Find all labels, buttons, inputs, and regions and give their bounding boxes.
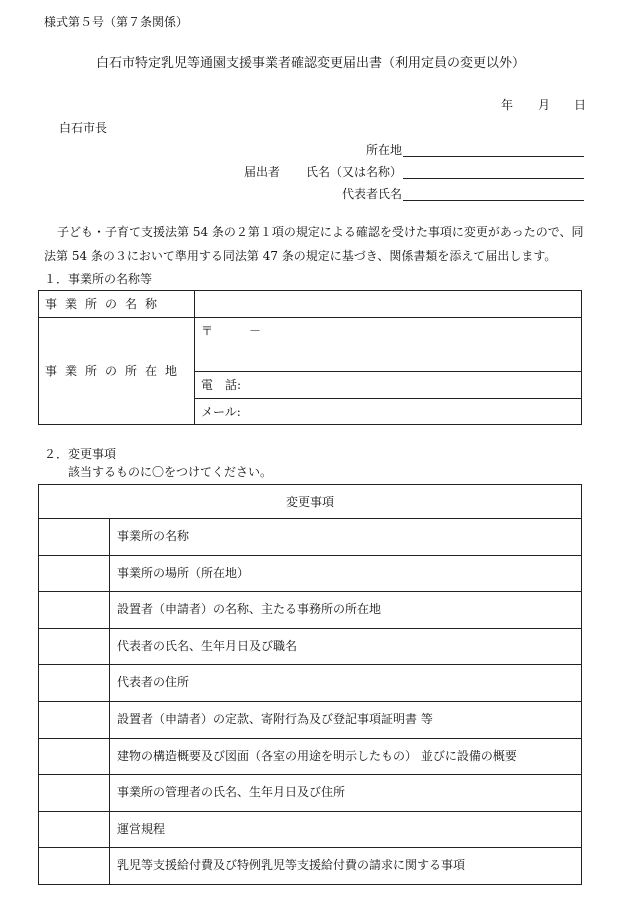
change-item-label: 設置者（申請者）の定款、寄附行為及び登記事項証明書 等: [117, 712, 433, 726]
name-field[interactable]: [403, 178, 584, 179]
row-divider: [39, 701, 581, 702]
row-divider: [39, 847, 581, 848]
row-divider: [39, 738, 581, 739]
change-item-label: 設置者（申請者）の名称、主たる事務所の所在地: [117, 602, 382, 617]
row-divider: [39, 591, 581, 592]
change-item-label: 代表者の氏名、生年月日及び職名: [117, 638, 298, 653]
change-item-label: 事業所の管理者の氏名、生年月日及び住所: [117, 785, 346, 800]
changes-table-header: 変更事項: [285, 495, 334, 509]
section1-heading: １．事業所の名称等: [44, 272, 153, 286]
row-divider: [39, 555, 581, 556]
change-item-check-cell[interactable]: [39, 591, 109, 628]
change-item-check-cell[interactable]: [39, 774, 109, 811]
change-item-check-cell[interactable]: [39, 701, 109, 738]
change-item-check-cell[interactable]: [39, 555, 109, 592]
name-label: 氏名（又は名称）: [306, 165, 403, 179]
form-number: 様式第５号（第７条関係）: [44, 15, 189, 29]
row-divider: [39, 774, 581, 775]
change-item-check-cell[interactable]: [39, 811, 109, 848]
change-item-check-cell[interactable]: [39, 518, 109, 555]
change-item-label: 事業所の名称: [117, 529, 190, 543]
change-item-check-cell[interactable]: [39, 664, 109, 701]
change-item-check-cell[interactable]: [39, 628, 109, 665]
change-item-label: 事業所の場所（所在地）: [117, 565, 250, 580]
address-field[interactable]: [403, 156, 584, 157]
facility-name-label: 事業所の名称: [45, 297, 166, 311]
facility-name-field[interactable]: [195, 291, 581, 317]
changes-table: [38, 484, 582, 885]
change-item-label: 建物の構造概要及び図面（各室の用途を明示したもの） 並びに設備の概要: [117, 748, 517, 763]
row-divider: [39, 664, 581, 665]
applicant-group-label: 届出者: [244, 165, 281, 179]
section2-heading: ２．変更事項: [44, 447, 117, 461]
date-year-label: 年: [501, 98, 514, 112]
change-item-check-cell[interactable]: [39, 738, 109, 775]
body-text-line1: 子ども・子育て支援法第 54 条の２第１項の規定による確認を受けた事項に変更があったので、同: [57, 225, 584, 239]
change-item-label: 運営規程: [117, 821, 166, 836]
date-month-label: 月: [538, 98, 551, 112]
representative-field[interactable]: [403, 200, 584, 201]
change-item-check-cell[interactable]: [39, 847, 109, 884]
facility-table: [38, 290, 582, 425]
section2-instruction: 該当するものに〇をつけてください。: [68, 465, 273, 479]
row-divider: [39, 811, 581, 812]
facility-address-label: 事業所の所在地: [45, 364, 186, 378]
change-item-label: 乳児等支援給付費及び特例乳児等支援給付費の請求に関する事項: [117, 858, 466, 873]
representative-label: 代表者氏名: [342, 187, 403, 201]
email-label: メール:: [201, 405, 241, 419]
date-day-label: 日: [574, 98, 587, 112]
row-divider: [39, 628, 581, 629]
address-label: 所在地: [366, 143, 403, 157]
phone-label: 電 話:: [201, 378, 242, 392]
addressee: 白石市長: [59, 121, 108, 135]
postal-code-label: 〒 －: [201, 324, 262, 338]
change-item-label: 代表者の住所: [117, 675, 190, 690]
page-title: 白石市特定乳児等通園支援事業者確認変更届出書（利用定員の変更以外）: [96, 56, 526, 71]
body-text-line2: 法第 54 条の３において準用する同法第 47 条の規定に基づき、関係書類を添えて届出します。: [44, 249, 557, 263]
